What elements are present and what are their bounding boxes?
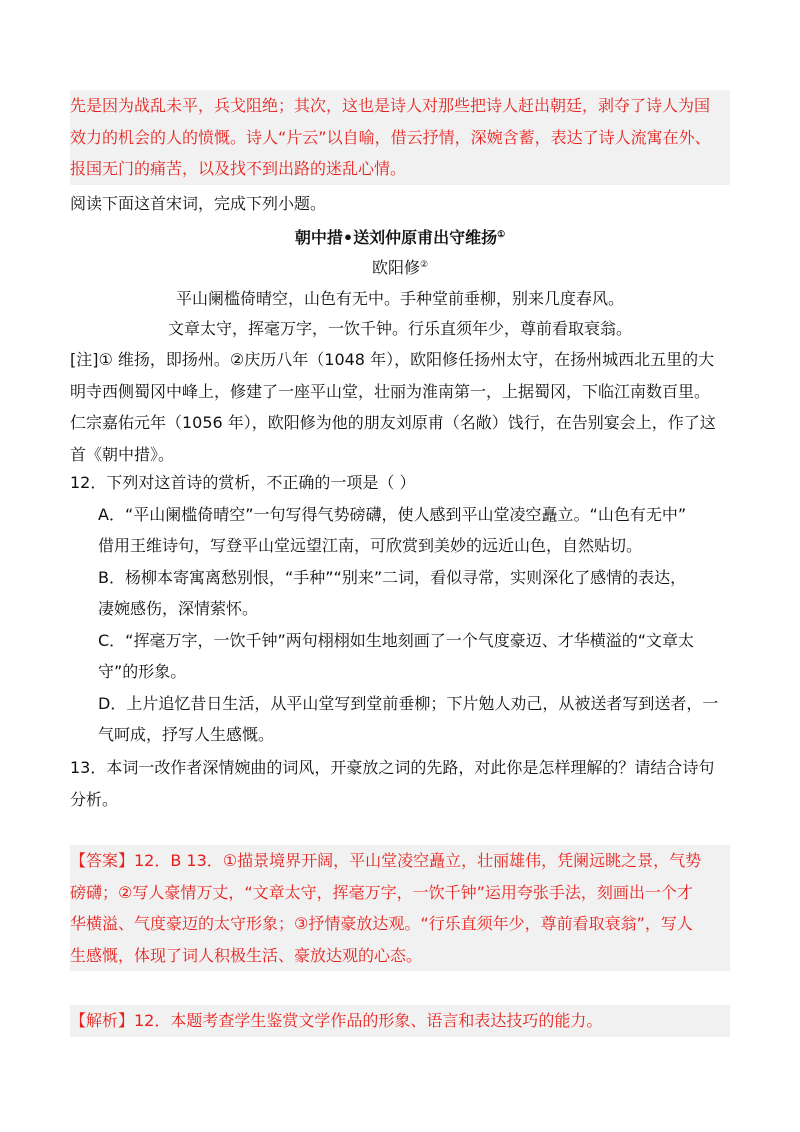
reading-instruction: 阅读下面这首宋词，完成下列小题。 [70, 194, 327, 213]
analysis-block [70, 1005, 730, 1037]
poem-notes [70, 344, 730, 470]
option-b-line: B．杨柳本寄寓离愁别恨，“手种”“别来”二词，看似寻常，实则深化了感情的表达， [98, 567, 687, 587]
poem-author-name: 欧阳修 [371, 258, 420, 277]
notes-line: 首《朝中措》。 [70, 444, 175, 464]
previous-answer-block [70, 90, 730, 185]
option-c [70, 625, 730, 688]
question-13-line: 13．本词一改作者深情婉曲的词风，开豪放之词的先路，对此你是怎样理解的？请结合诗句 [70, 758, 715, 777]
option-c-line: 守”的形象。 [98, 662, 187, 681]
option-d-line: D．上片追忆昔日生活，从平山堂写到堂前垂柳；下片勉人劝己，从被送者写到送者，一 [98, 693, 719, 713]
option-a-line: 借用王维诗句，写登平山堂远望江南，可欣赏到美妙的远近山色，自然贴切。 [98, 536, 643, 555]
poem-title-footnote: ① [497, 230, 506, 240]
poem-title-text: 朝中措•送刘仲原甫出守维扬 [294, 228, 498, 247]
question-13 [70, 752, 730, 815]
option-c-line: C．“挥毫万字，一饮千钟”两句栩栩如生地刻画了一个气度豪迈、才华横溢的“文章太 [98, 630, 695, 650]
option-a [70, 499, 730, 562]
option-d [70, 688, 730, 751]
notes-line: [注]① 维扬，即扬州。②庆历八年（1048 年），欧阳修任扬州太守，在扬州城西北五里的大 [70, 350, 715, 369]
poem-title [70, 222, 730, 254]
option-d-line: 气呵成，抒写人生感慨。 [98, 725, 275, 744]
question-12 [70, 467, 730, 751]
analysis-line: 【解析】12．本题考查学生鉴赏文学作品的形象、语言和表达技巧的能力。 [70, 1011, 603, 1030]
option-a-line: A．“平山阑槛倚晴空”一句写得气势磅礴，使人感到平山堂凌空矗立。“山色有无中” [98, 504, 687, 524]
previous-answer-line: 报国无门的痛苦，以及找不到出路的迷乱心情。 [70, 159, 407, 178]
notes-line: 仁宗嘉佑元年（1056 年），欧阳修为他的朋友刘原甫（名敞）饯行，在告别宴会上，作了这 [70, 413, 716, 432]
answer-line: 华横溢、气度豪迈的太守形象；③抒情豪放达观。“行乐直须年少，尊前看取衰翁”，写人 [70, 914, 693, 933]
poem-line-1: 平山阑槛倚晴空，山色有无中。手种堂前垂柳，别来几度春风。 [175, 289, 624, 308]
previous-answer-line: 先是因为战乱未平，兵戈阻绝；其次，这也是诗人对那些把诗人赶出朝廷，剥夺了诗人为国 [70, 96, 711, 115]
question-12-stem: 12．下列对这首诗的赏析，不正确的一项是（ ） [70, 473, 416, 492]
option-b-line: 凄婉感伤，深情萦怀。 [98, 599, 259, 618]
poem-line-2: 文章太守，挥毫万字，一饮千钟。行乐直须年少，尊前看取衰翁。 [167, 319, 632, 338]
notes-line: 明寺西侧蜀冈中峰上，修建了一座平山堂，壮丽为淮南第一，上据蜀冈，下临江南数百里。 [70, 381, 711, 401]
question-13-line: 分析。 [70, 789, 119, 809]
poem-author [70, 252, 730, 284]
answer-block [70, 845, 730, 971]
poem-author-footnote: ② [419, 260, 429, 270]
answer-line: 生感慨，体现了词人积极生活、豪放达观的心态。 [70, 945, 423, 965]
answer-line: 【答案】12．B 13．①描景境界开阔，平山堂凌空矗立，壮丽雄伟，凭阑远眺之景，气势 [70, 851, 702, 870]
previous-answer-line: 效力的机会的人的愤慨。诗人“片云”以自喻，借云抒情，深婉含蓄，表达了诗人流寓在外、 [70, 127, 711, 147]
option-b [70, 562, 730, 625]
answer-line: 磅礴；②写人豪情万丈，“文章太守，挥毫万字，一饮千钟”运用夸张手法，刻画出一个才 [70, 882, 693, 902]
